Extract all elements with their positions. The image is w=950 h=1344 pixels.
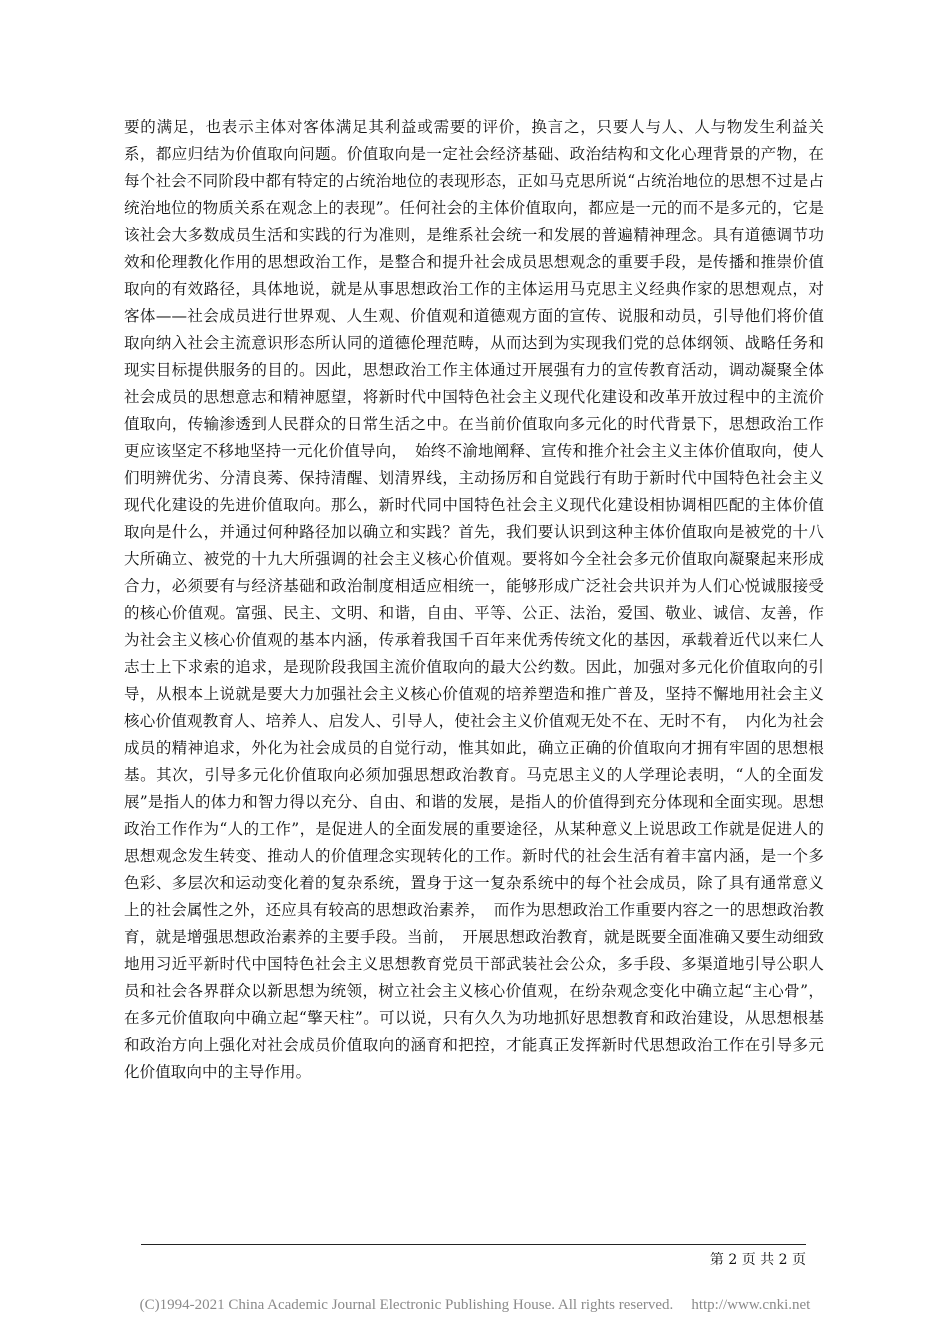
body-paragraph: 要的满足，也表示主体对客体满足其利益或需要的评价，换言之，只要人与人、人与物发生利益关系，都应归结为价值取向问题。价值取向是一定社会经济基础、政治结构和文化心理背景的产物，在每个社会不同阶段中都有特定的占统治地位的表现形态，正如马克思所说“占统治地位的思想不过是占统治地位的物质关系在观念上的表现”。任何社会的主体价值取向，都应是一元的而不是多元的，它是该社会大多数成员生活和实践的行为准则，是维系社会统一和发展的普遍精神理念。具有道德调节功效和伦理教化作用的思想政治工作，是整合和提升社会成员思想观念的重要手段，是传播和推崇价值取向的有效路径，具体地说，就是从事思想政治工作的主体运用马克思主义经典作家的思想观点，对客体——社会成员进行世界观、人生观、价值观和道德观方面的宣传、说服和动员，引导他们将价值取向纳入社会主流意识形态所认同的道德伦理范畴，从而达到为实现我们党的总体纲领、战略任务和现实目标提供服务的目的。因此，思想政治工作主体通过开展强有力的宣传教育活动，调动凝聚全体社会成员的思想意志和精神愿望，将新时代中国特色社会主义现代化建设和改革开放过程中的主流价值取向，传输渗透到人民群众的日常生活之中。在当前价值取向多元化的时代背景下，思想政治工作更应该坚定不移地坚持一元化价值导向， 始终不渝地阐释、宣传和推介社会主义主体价值取向，使人们明辨优劣、分清良莠、保持清醒、划清界线，主动扬厉和自觉践行有助于新时代中国特色社会主义现代化建设的先进价值取向。那么，新时代同中国特色社会主义现代化建设相协调相匹配的主体价值取向是什么，并通过何种路径加以确立和实践？首先，我们要认识到这种主体价值取向是被党的十八大所确立、被党的十九大所强调的社会主义核心价值观。要将如今全社会多元价值取向凝聚起来形成合力，必须要有与经济基础和政治制度相适应相统一，能够形成广泛社会共识并为人们心悦诚服接受的核心价值观。富强、民主、文明、和谐，自由、平等、公正、法治，爱国、敬业、诚信、友善，作为社会主义核心价值观的基本内涵，传承着我国千百年来优秀传统文化的基因，承载着近代以来仁人志士上下求索的追求，是现阶段我国主流价值取向的最大公约数。因此，加强对多元化价值取向的引导，从根本上说就是要大力加强社会主义核心价值观的培养塑造和推广普及，坚持不懈地用社会主义核心价值观教育人、培养人、启发人、引导人，使社会主义价值观无处不在、无时不有， 内化为社会成员的精神追求，外化为社会成员的自觉行动，惟其如此，确立正确的价值取向才拥有牢固的思想根基。其次，引导多元化价值取向必须加强思想政治教育。马克思主义的人学理论表明，“人的全面发展”是指人的体力和智力得以充分、自由、和谐的发展，是指人的价值得到充分体现和全面实现。思想政治工作作为“人的工作”，是促进人的全面发展的重要途径，从某种意义上说思政工作就是促进人的思想观念发生转变、推动人的价值理念实现转化的工作。新时代的社会生活有着丰富内涵，是一个多色彩、多层次和运动变化着的复杂系统，置身于这一复杂系统中的每个社会成员，除了具有通常意义上的社会属性之外，还应具有较高的思想政治素养， 而作为思想政治工作重要内容之一的思想政治教育，就是增强思想政治素养的主要手段。当前， 开展思想政治教育，就是既要全面准确又要生动细致地用习近平新时代中国特色社会主义思想教育党员干部武装社会公众，多手段、多渠道地引导公职人员和社会各界群众以新思想为统领，树立社会主义核心价值观，在纷杂观念变化中确立起“主心骨”，在多元价值取向中确立起“擎天柱”。可以说，只有久久为功地抓好思想教育和政治建设，从思想根基和政治方向上强化对社会成员价值取向的涵育和把控，才能真正发挥新时代思想政治工作在引导多元化价值取向中的主导作用。 (124, 118, 824, 1081)
copyright-url: http://www.cnki.net (691, 1297, 811, 1313)
copyright-text: (C)1994-2021 China Academic Journal Electronic Publishing House. All rights reserved. (139, 1297, 674, 1313)
footer-divider (141, 1244, 806, 1245)
copyright-notice (0, 1292, 950, 1318)
page-number: 第 2 页 共 2 页 (709, 1252, 806, 1268)
